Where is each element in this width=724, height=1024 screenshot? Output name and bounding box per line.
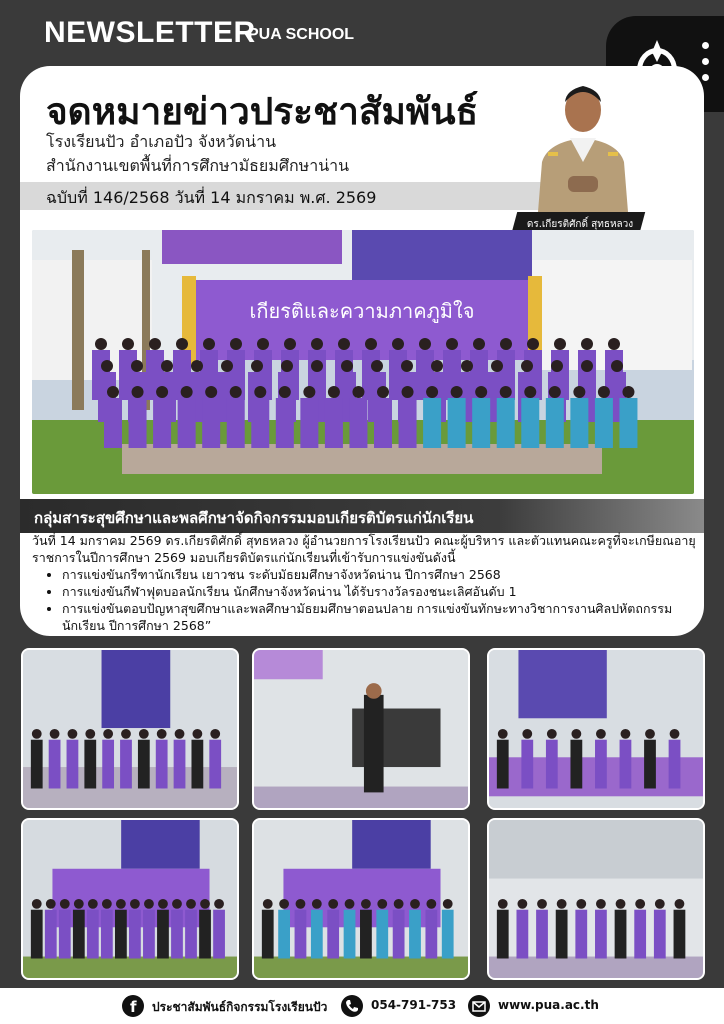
gallery-photo-5-image: [254, 820, 468, 978]
director-portrait: [528, 72, 638, 212]
gallery-photo-1-image: [23, 650, 237, 808]
issue-line: ฉบับที่ 146/2568 วันที่ 14 มกราคม พ.ศ. 2569: [46, 188, 377, 207]
facebook-icon[interactable]: [122, 995, 144, 1017]
mail-icon[interactable]: [468, 995, 490, 1017]
hero-group-photo: [32, 230, 694, 494]
article-body: [32, 532, 696, 634]
gallery-photo-6-image: [489, 820, 703, 978]
gallery-photo-3[interactable]: [487, 648, 705, 810]
menu-dots-icon[interactable]: [702, 42, 710, 90]
gallery-photo-4-image: [23, 820, 237, 978]
footer: [0, 988, 724, 1024]
award-list: [62, 566, 696, 634]
list-item: • การแข่งขันกรีฑานักเรียน เยาวชน ระดับมัธยมศึกษาจังหวัดน่าน ปีการศึกษา 2568: [62, 566, 696, 583]
article-intro: วันที่ 14 มกราคม 2569 ดร.เกียรติศักดิ์ สุทธหลวง ผู้อำนวยการโรงเรียนปัว คณะผู้บริหาร และตัวแทนคณะครูที่จะเกษียณอายุราชการในปีการศึกษา 2569 มอบเกียรติบัตรแก่นักเรียนที่เข้ารับการแข่งขันดังนี้: [32, 533, 696, 565]
gallery-photo-3-image: [489, 650, 703, 808]
banner-text: เกียรติและความภาคภูมิใจ: [249, 299, 475, 323]
school-tag: PUA SCHOOL: [248, 26, 355, 43]
school-line: โรงเรียนปัว อำเภอปัว จังหวัดน่าน: [46, 132, 277, 151]
phone-number[interactable]: 054-791-753: [371, 998, 457, 1012]
gallery-photo-6[interactable]: [487, 818, 705, 980]
svg-text:f: f: [130, 998, 137, 1016]
caption-title: กลุ่มสาระสุขศึกษาและพลศึกษาจัดกิจกรรมมอบเกียรติบัตรแก่นักเรียน: [34, 509, 474, 527]
director-name: ดร.เกียรติศักดิ์ สุทธหลวง: [526, 219, 634, 230]
main-card: [20, 66, 704, 636]
gallery-photo-1[interactable]: [21, 648, 239, 810]
gallery-photo-5[interactable]: [252, 818, 470, 980]
list-item: • การแข่งขันตอบปัญหาสุขศึกษาและพลศึกษามัธยมศึกษาตอนปลาย การแข่งขันทักษะทางวิชาการงานศิลปหัตถกรรมนักเรียน ปีการศึกษา 2568”: [62, 600, 696, 634]
facebook-link[interactable]: ประชาสัมพันธ์กิจกรรมโรงเรียนปัว: [152, 1000, 328, 1014]
phone-icon[interactable]: [341, 995, 363, 1017]
gallery-photo-2[interactable]: [252, 648, 470, 810]
newsletter-title: NEWSLETTER: [44, 16, 256, 49]
page-title: จดหมายข่าวประชาสัมพันธ์: [46, 90, 479, 133]
website-link[interactable]: www.pua.ac.th: [498, 998, 599, 1012]
gallery-photo-2-image: [254, 650, 468, 808]
office-line: สำนักงานเขตพื้นที่การศึกษามัธยมศึกษาน่าน: [46, 156, 350, 175]
gallery-photo-4[interactable]: [21, 818, 239, 980]
list-item: • การแข่งขันกีฬาฟุตบอลนักเรียน นักศึกษาจังหวัดน่าน ได้รับรางวัลรองชนะเลิศอันดับ 1: [62, 583, 696, 600]
